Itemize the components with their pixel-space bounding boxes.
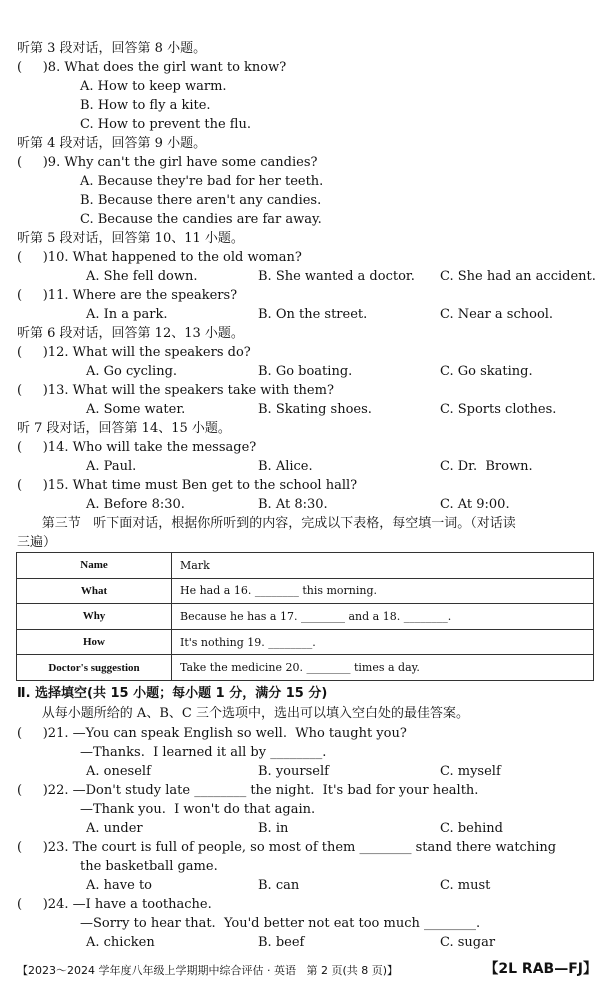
option-c: C. behind (440, 821, 503, 836)
section-line: 听第 5 段对话，回答第 10、11 小题。 (17, 231, 244, 246)
table-label: Doctor's suggestion (17, 655, 172, 681)
option-a: A. Go cycling. (86, 364, 178, 379)
question-line: ( )13. What will the speakers take with them? (17, 383, 334, 398)
question-line: ( )22. —Don't study late ________ the night. It's bad for your health. (17, 783, 479, 798)
option-c: C. sugar (440, 935, 496, 950)
option-line: C. Because the candies are far away. (80, 212, 322, 227)
table-value[interactable]: It's nothing 19. ________. (172, 629, 594, 655)
option-b: B. beef (258, 935, 305, 950)
table-value[interactable]: Because he has a 17. ________ and a 18. ________. (172, 604, 594, 630)
question-line: ( )9. Why can't the girl have some candies? (17, 155, 318, 170)
question-line: ( )8. What does the girl want to know? (17, 60, 287, 75)
question-line: ( )23. The court is full of people, so most of them ________ stand there watching (17, 840, 557, 855)
table-label: Name (17, 553, 172, 579)
option-line: A. How to keep warm. (80, 79, 227, 94)
table-row (17, 629, 594, 655)
table-value[interactable]: Mark (172, 553, 594, 579)
option-a: A. oneself (86, 764, 151, 779)
table-value[interactable]: He had a 16. ________ this morning. (172, 578, 594, 604)
option-c: C. Dr. Brown. (440, 459, 533, 474)
section-line: 听第 6 段对话，回答第 12、13 小题。 (17, 326, 244, 341)
question-line: ( )11. Where are the speakers? (17, 288, 238, 303)
option-b: B. She wanted a doctor. (258, 269, 415, 284)
option-c: C. must (440, 878, 491, 893)
table-label: Why (17, 604, 172, 630)
option-b: B. Skating shoes. (258, 402, 372, 417)
page-footer: 【2023～2024 学年度八年级上学期期中综合评估 · 英语 第 2 页(共 8 页)】 (17, 964, 399, 977)
option-a: A. chicken (86, 935, 155, 950)
option-a: A. Before 8:30. (86, 497, 185, 512)
table-row (17, 553, 594, 579)
option-a: A. Some water. (86, 402, 186, 417)
option-b: B. On the street. (258, 307, 368, 322)
section-line: Ⅱ. 选择填空(共 15 小题；每小题 1 分，满分 15 分) (17, 686, 328, 701)
option-line: —Thank you. I won't do that again. (80, 802, 316, 817)
option-line: B. Because there aren't any candies. (80, 193, 322, 208)
option-line: —Thanks. I learned it all by ________. (80, 745, 327, 760)
option-c: C. myself (440, 764, 501, 779)
question-line: ( )14. Who will take the message? (17, 440, 257, 455)
table-row (17, 578, 594, 604)
option-b: B. yourself (258, 764, 329, 779)
option-b: B. At 8:30. (258, 497, 328, 512)
option-b: B. in (258, 821, 289, 836)
answer-table (16, 552, 594, 681)
option-line: B. How to fly a kite. (80, 98, 211, 113)
option-b: B. Go boating. (258, 364, 353, 379)
option-a: A. In a park. (86, 307, 168, 322)
table-label: How (17, 629, 172, 655)
option-line: C. How to prevent the flu. (80, 117, 251, 132)
table-row (17, 604, 594, 630)
section-line: 第三节 听下面对话，根据你所听到的内容，完成以下表格，每空填一词。（对话读 (17, 516, 516, 531)
option-line: —Sorry to hear that. You'd better not eat too much ________. (80, 916, 481, 931)
question-line: ( )15. What time must Ben get to the school hall? (17, 478, 358, 493)
option-c: C. Go skating. (440, 364, 533, 379)
option-c: C. She had an accident. (440, 269, 596, 284)
option-c: C. Near a school. (440, 307, 554, 322)
exam-code: 【2L RAB—FJ】 (484, 961, 597, 977)
option-b: B. Alice. (258, 459, 313, 474)
option-a: A. Paul. (86, 459, 137, 474)
option-line: the basketball game. (80, 859, 218, 874)
section-line: 从每小题所给的 A、B、C 三个选项中，选出可以填入空白处的最佳答案。 (17, 706, 469, 721)
table-row (17, 655, 594, 681)
table-label: What (17, 578, 172, 604)
question-line: ( )12. What will the speakers do? (17, 345, 251, 360)
option-a: A. under (86, 821, 143, 836)
question-line: ( )24. —I have a toothache. (17, 897, 212, 912)
question-line: ( )21. —You can speak English so well. Who taught you? (17, 726, 407, 741)
option-b: B. can (258, 878, 300, 893)
option-a: A. She fell down. (86, 269, 198, 284)
section-line: 听第 4 段对话，回答第 9 小题。 (17, 136, 207, 151)
section-line: 三遍） (17, 535, 57, 550)
table-value[interactable]: Take the medicine 20. ________ times a day. (172, 655, 594, 681)
option-a: A. have to (86, 878, 152, 893)
section-line: 听第 3 段对话，回答第 8 小题。 (17, 41, 207, 56)
option-c: C. At 9:00. (440, 497, 510, 512)
option-line: A. Because they're bad for her teeth. (80, 174, 324, 189)
question-line: ( )10. What happened to the old woman? (17, 250, 302, 265)
section-line: 听 7 段对话，回答第 14、15 小题。 (17, 421, 231, 436)
option-c: C. Sports clothes. (440, 402, 557, 417)
